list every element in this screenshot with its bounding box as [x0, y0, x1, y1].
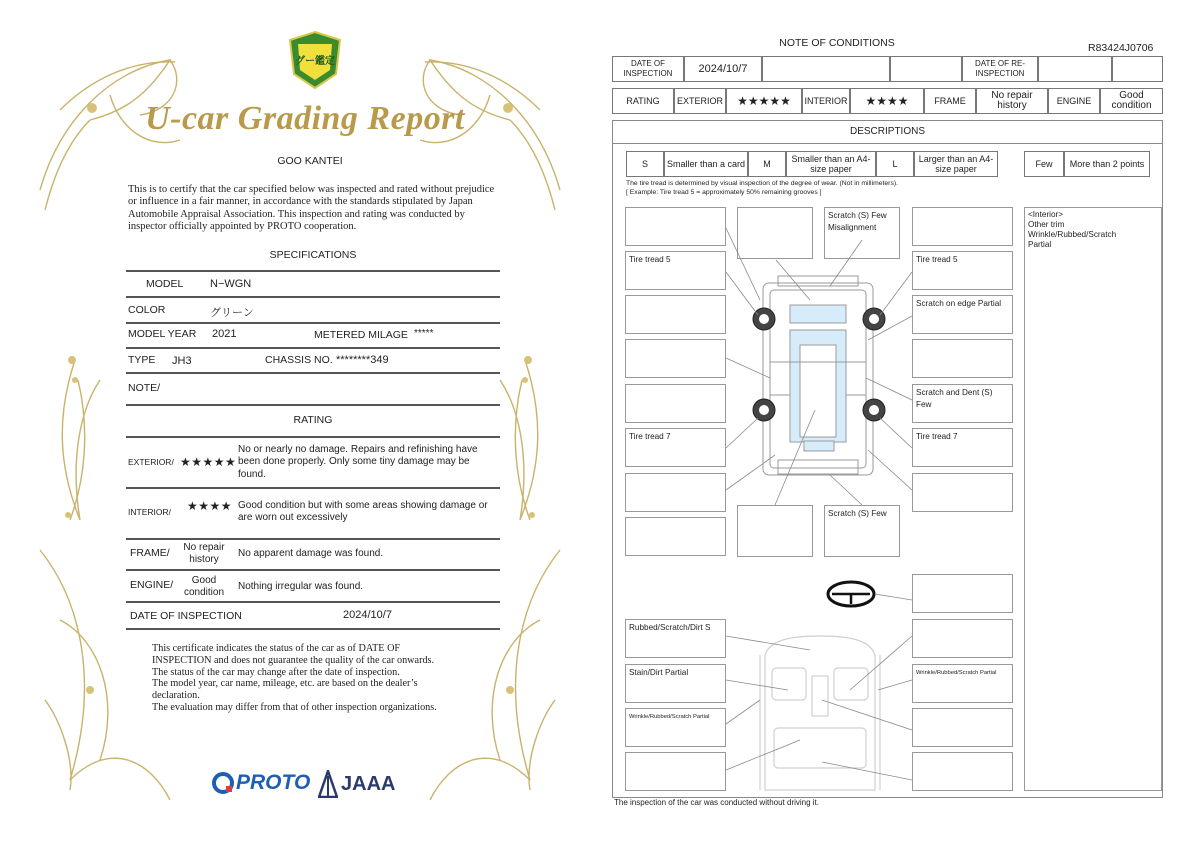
note-box-seat-right: Wrinkle/Rubbed/Scratch Partial: [912, 664, 1013, 703]
specifications-heading: SPECIFICATIONS: [269, 249, 357, 261]
inspection-footer-note: The inspection of the car was conducted without driving it.: [614, 798, 819, 807]
date-of-inspection-label: DATE OF INSPECTION: [612, 56, 684, 82]
model-year-value: 2021: [212, 328, 237, 340]
divider: [126, 436, 500, 438]
disclaimer-line: The evaluation may differ from that of other inspection organizations.: [152, 701, 437, 713]
disclaimer-line: declaration.: [152, 690, 200, 702]
mileage-label: METERED MILAGE: [314, 329, 408, 341]
note-box-dash: Rubbed/Scratch/Dirt S: [625, 619, 726, 658]
chassis-label: CHASSIS NO.: [265, 354, 333, 366]
rating-heading: RATING: [293, 414, 333, 426]
disclaimer-line: INSPECTION and does not guarantee the quality of the car onwards.: [152, 654, 435, 666]
note-box-bottom-center: Scratch (S) Few: [824, 505, 900, 557]
legend-l: L: [876, 151, 914, 177]
interior-label: INTERIOR/: [128, 507, 171, 517]
frame-value: No repair history: [183, 542, 225, 565]
interior-stars: ★★★★: [850, 88, 924, 114]
mileage-value: *****: [414, 328, 434, 339]
certificate-disclaimer: [152, 643, 482, 714]
jaaa-mark-icon: [318, 770, 338, 798]
reinspection-label: DATE OF RE-INSPECTION: [962, 56, 1038, 82]
proto-mark-icon: [212, 772, 234, 794]
certification-text: This is to certify that the car specified below was inspected and rated without prejudice or influence in a fair manner, in accordance with the standards stipulated by Japan Automobile Appraisal Association. This inspection and rating was conducted by inspector officially appointed by PROTO cooperation.: [128, 184, 495, 233]
frame-value: No repair history: [976, 88, 1048, 114]
engine-label: ENGINE/: [130, 579, 174, 591]
exterior-stars: ★★★★★: [180, 455, 237, 469]
goo-kantei-emblem: [288, 30, 342, 90]
proto-logo-text: PROTO: [236, 771, 311, 794]
frame-description: No apparent damage was found.: [238, 548, 384, 559]
divider: [126, 296, 500, 298]
note-box-seat-left: Stain/Dirt Partial: [625, 664, 726, 703]
note-box-top-center: Scratch (S) Few Misalignment: [824, 207, 900, 259]
model-value: N−WGN: [210, 278, 252, 290]
engine-value: Good condition: [183, 575, 225, 598]
frame-label: FRAME: [924, 88, 976, 114]
conditions-title: NOTE OF CONDITIONS: [779, 37, 895, 49]
note-box-edge: Scratch on edge Partial: [912, 295, 1013, 334]
divider: [126, 628, 500, 630]
divider: [126, 322, 500, 324]
emblem-text: グー鑑定: [295, 56, 335, 67]
divider: [126, 487, 500, 489]
rating-label: RATING: [612, 88, 674, 114]
descriptions-heading: DESCRIPTIONS: [612, 120, 1163, 144]
note-label: NOTE/: [128, 382, 161, 394]
legend-few: Few: [1024, 151, 1064, 177]
proto-logo: [212, 770, 312, 798]
exterior-label: EXTERIOR: [674, 88, 726, 114]
jaaa-logo: [318, 770, 398, 798]
report-subtitle: GOO KANTEI: [277, 155, 343, 167]
color-value: グリーン: [210, 307, 254, 319]
engine-value: Good condition: [1100, 88, 1163, 114]
model-label: MODEL: [146, 278, 184, 290]
divider: [126, 569, 500, 571]
interior-stars: ★★★★: [187, 499, 233, 513]
exterior-stars: ★★★★★: [726, 88, 802, 114]
date-label: DATE OF INSPECTION: [130, 610, 242, 622]
date-value: 2024/10/7: [343, 609, 392, 621]
chassis-value: ********349: [336, 354, 389, 366]
engine-label: ENGINE: [1048, 88, 1100, 114]
car-diagram: [600, 0, 1200, 848]
interior-description: Good condition but with some areas showing damage or are worn out excessively: [238, 500, 488, 524]
report-title: U-car Grading Report: [145, 100, 465, 137]
tire-example: [ Example: Tire tread 5 = approximately 50% remaining grooves ]: [626, 189, 822, 196]
legend-few-desc: More than 2 points: [1064, 151, 1150, 177]
note-box-dent: Scratch and Dent (S) Few: [912, 384, 1013, 423]
color-label: COLOR: [128, 304, 166, 316]
jaaa-logo-text: JAAA: [341, 773, 396, 795]
type-value: JH3: [172, 355, 192, 367]
model-year-label: MODEL YEAR: [128, 328, 197, 340]
engine-description: Nothing irregular was found.: [238, 581, 364, 592]
note-box-seat-left-small: Wrinkle/Rubbed/Scratch Partial: [625, 708, 726, 747]
disclaimer-line: This certificate indicates the status of the car as of DATE OF: [152, 643, 401, 654]
interior-notes-panel: <Interior> Other trim Wrinkle/Rubbed/Scratch Partial: [1024, 207, 1162, 791]
legend-m: M: [748, 151, 786, 177]
legend-s: S: [626, 151, 664, 177]
divider: [126, 601, 500, 603]
note-box-tire-fr: Tire tread 5: [912, 251, 1013, 290]
divider: [126, 347, 500, 349]
disclaimer-line: The status of the car may change after the date of inspection.: [152, 666, 400, 678]
exterior-label: EXTERIOR/: [128, 457, 174, 467]
report-id: R83424J0706: [1088, 42, 1154, 54]
legend-s-desc: Smaller than a card: [664, 151, 748, 177]
note-of-conditions: [600, 0, 1200, 848]
exterior-description: No or nearly no damage. Repairs and refinishing have been done properly. Only some tiny damage may be found.: [238, 444, 478, 480]
type-label: TYPE: [128, 354, 156, 366]
legend-m-desc: Smaller than an A4-size paper: [786, 151, 876, 177]
interior-label: INTERIOR: [802, 88, 850, 114]
tire-note: The tire tread is determined by visual inspection of the degree of wear. (Not in millimeters).: [626, 180, 898, 187]
divider: [126, 372, 500, 374]
divider: [126, 538, 500, 540]
legend-l-desc: Larger than an A4-size paper: [914, 151, 998, 177]
steering-wheel-icon: [828, 582, 912, 606]
note-box-tire-rl: Tire tread 7: [625, 428, 726, 467]
divider: [126, 404, 500, 406]
date-of-inspection-value: 2024/10/7: [684, 56, 762, 82]
divider: [126, 270, 500, 272]
note-box-tire-rr: Tire tread 7: [912, 428, 1013, 467]
frame-label: FRAME/: [130, 547, 170, 559]
note-box-tire-fl: Tire tread 5: [625, 251, 726, 290]
disclaimer-line: The model year, car name, mileage, etc. are based on the dealer’s: [152, 678, 418, 690]
